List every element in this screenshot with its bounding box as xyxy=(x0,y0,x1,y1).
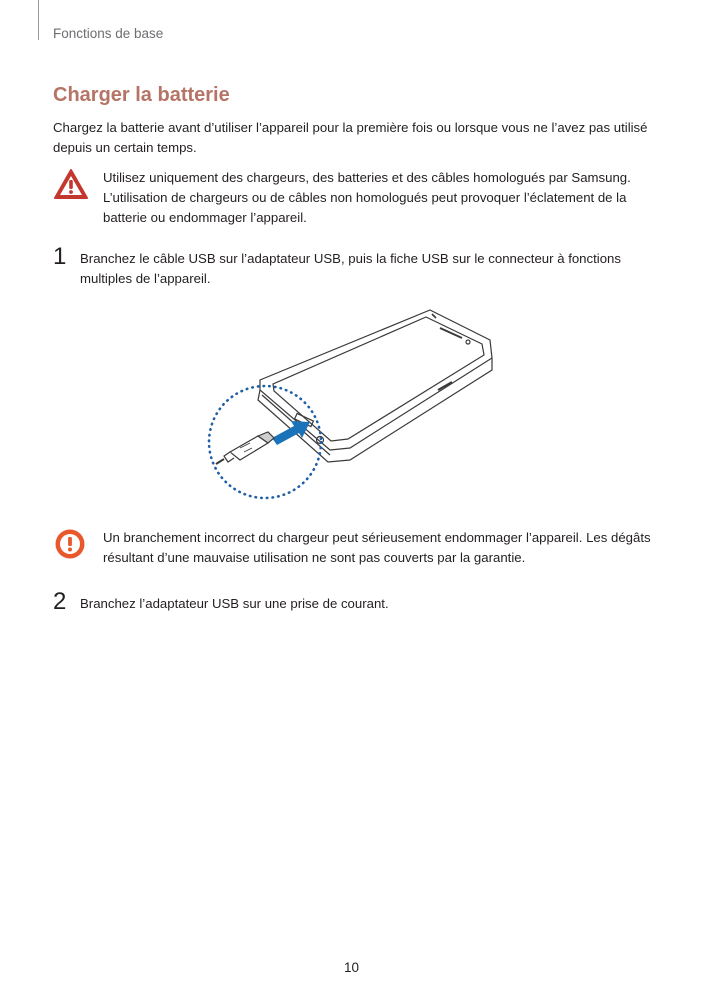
page-title: Charger la batterie xyxy=(53,84,230,106)
phone-image xyxy=(258,310,492,462)
charging-illustration xyxy=(200,300,500,510)
section-header: Fonctions de base xyxy=(53,26,164,41)
step-number: 1 xyxy=(53,243,67,270)
step-text: Branchez le câble USB sur l’adaptateur USB, puis la fiche USB sur le connecteur à fonctions multiples de l’appareil. xyxy=(80,251,621,286)
page-number: 10 xyxy=(343,960,360,975)
step-number: 2 xyxy=(53,588,67,615)
margin-rule xyxy=(38,0,39,40)
step-text: Branchez l’adaptateur USB sur une prise de courant. xyxy=(80,596,389,611)
warning-triangle-icon xyxy=(53,168,89,205)
usb-plug xyxy=(216,432,274,464)
caution-circle-icon xyxy=(54,528,86,565)
warning-text: Utilisez uniquement des chargeurs, des batteries et des câbles homologués par Samsung. L’utilisation de chargeurs ou de câbles non homologués peut provoquer l’éclatement de la batterie ou endommager l’appareil. xyxy=(103,170,631,225)
intro-paragraph: Chargez la batterie avant d’utiliser l’appareil pour la première fois ou lorsque vous ne l’avez pas utilisé depuis un certain temps. xyxy=(53,120,648,155)
caution-text: Un branchement incorrect du chargeur peut sérieusement endommager l’appareil. Les dégâts résultant d’une mauvaise utilisation ne sont pas couverts par la garantie. xyxy=(103,530,651,565)
